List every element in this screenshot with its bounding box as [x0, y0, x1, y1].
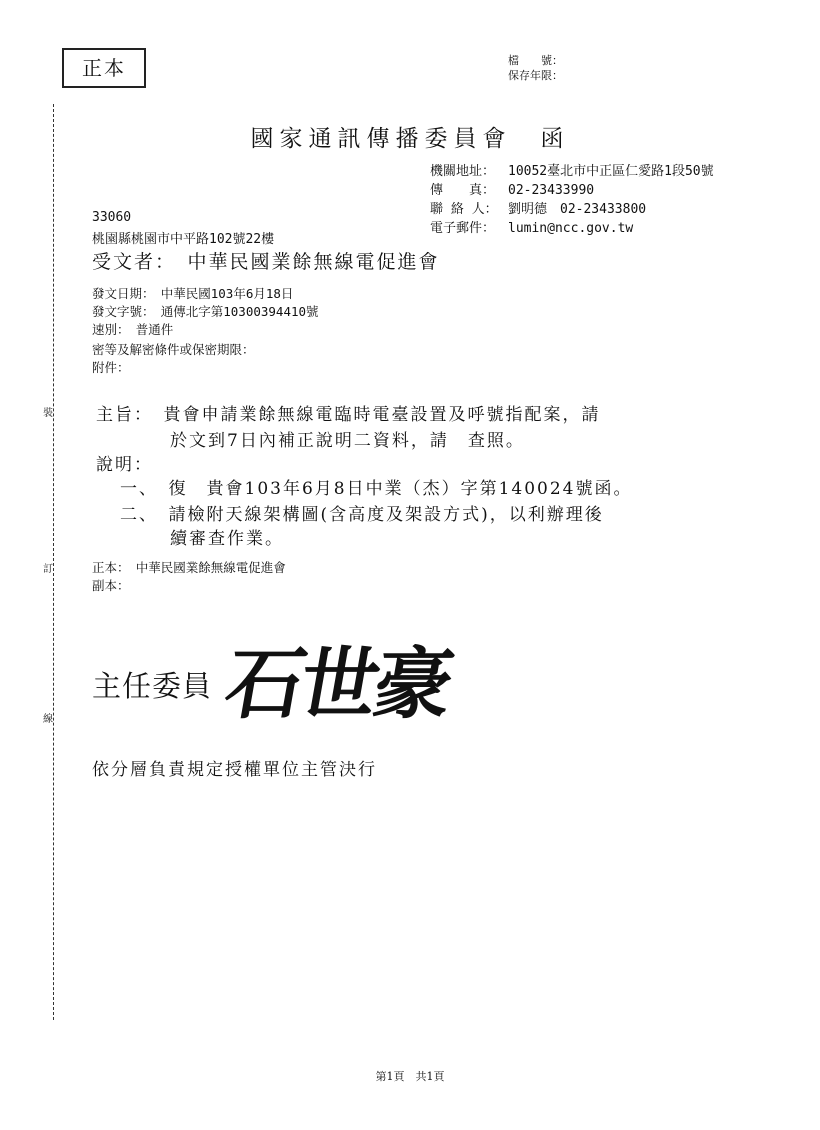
signature-name: 石世豪 [218, 639, 457, 730]
contact-fax [430, 179, 594, 198]
explanation-item-2-continued: 續審查作業。 [170, 529, 284, 549]
contact-email [430, 217, 633, 236]
postal-code: 33060 [92, 210, 132, 225]
delegation-note: 依分層負責規定授權單位主管決行 [92, 760, 377, 780]
contact-address [430, 160, 714, 179]
binding-mark-ding: 訂 [43, 558, 53, 577]
explanation-item-2: 二、 請檢附天線架構圖(含高度及架設方式)，以利辦理後 [120, 505, 604, 525]
retention-period-label: 保存年限： [508, 69, 563, 82]
binding-mark-xian: 線 [43, 708, 53, 727]
file-number-label: 檔 號： [508, 54, 563, 67]
original-recipient: 正本： 中華民國業餘無線電促進會 [92, 560, 286, 575]
page-footer: 第1頁 共1頁 [375, 1070, 445, 1083]
confidentiality: 密等及解密條件或保密期限： [92, 342, 255, 357]
explanation-label: 說明： [96, 455, 153, 475]
subject-line-1: 主旨： 貴會申請業餘無線電臨時電臺設置及呼號指配案，請 [96, 405, 601, 425]
contact-label: 機關地址： [430, 164, 496, 179]
subject-line-2: 於文到7日內補正說明二資料，請 查照。 [170, 431, 525, 451]
recipient-address: 桃園縣桃園市中平路102號22樓 [92, 232, 275, 247]
contact-label: 傳 真： [430, 183, 496, 198]
recipient-line: 受文者： 中華民國業餘無線電促進會 [92, 251, 440, 273]
binding-mark-zhuang: 裝 [43, 402, 53, 421]
contact-value: lumin@ncc.gov.tw [508, 221, 634, 236]
explanation-item-1: 一、 復 貴會103年6月8日中業（杰）字第140024號函。 [120, 479, 633, 499]
document-title: 國家通訊傳播委員會 函 [250, 126, 570, 152]
attachments: 附件： [92, 360, 130, 375]
urgency: 速別： 普通件 [92, 322, 174, 337]
contact-value: 10052臺北市中正區仁愛路1段50號 [508, 164, 714, 179]
contact-person [430, 198, 646, 217]
copy-recipient: 副本： [92, 578, 130, 593]
document-number: 發文字號： 通傳北字第10300394410號 [92, 304, 319, 319]
original-copy-stamp: 正本 [62, 48, 146, 88]
contact-value: 劉明德 02-23433800 [508, 202, 647, 217]
signature-title: 主任委員 [92, 669, 213, 703]
issue-date: 發文日期： 中華民國103年6月18日 [92, 286, 294, 301]
contact-label: 聯 絡 人： [430, 202, 498, 217]
contact-value: 02-23433990 [508, 183, 595, 198]
contact-label: 電子郵件： [430, 221, 496, 236]
binding-line [53, 104, 54, 1020]
